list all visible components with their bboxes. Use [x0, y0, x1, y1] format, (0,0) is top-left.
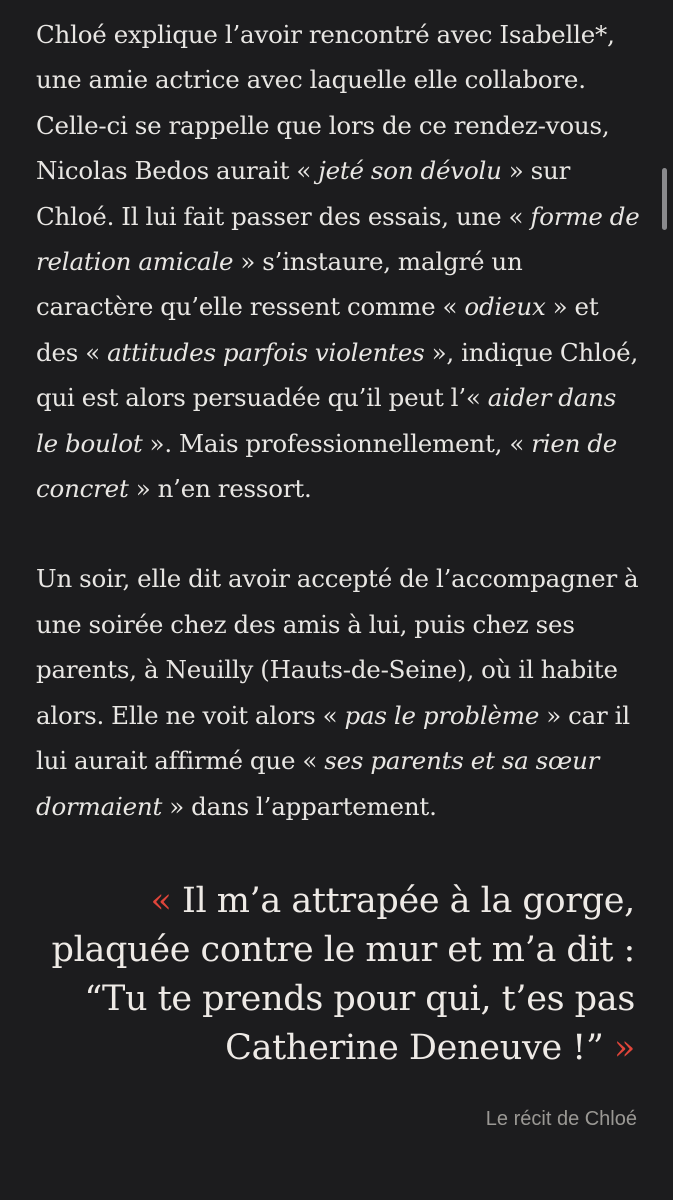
- quote-open-mark: «: [150, 880, 172, 921]
- emphasis-text: forme de relation amicale: [36, 201, 640, 277]
- body-text: » s’instaure, malgré un caractère qu’elle ressent comme «: [36, 247, 523, 322]
- body-text: Chloé explique l’avoir rencontré avec Isabelle*, une amie actrice avec laquelle elle collabore. Celle-ci se rappelle que lors de ce rendez-vous, Nicolas Bedos aurait «: [36, 20, 615, 186]
- scrollbar-thumb[interactable]: [662, 168, 667, 230]
- body-text: » dans l’appartement.: [162, 791, 437, 821]
- emphasis-text: jeté son dévolu: [318, 156, 502, 186]
- article-body: [36, 12, 641, 1131]
- emphasis-text: pas le problème: [344, 700, 540, 730]
- article-paragraph-1: [36, 12, 641, 511]
- quote-text: Il m’a attrapée à la gorge, plaquée contre le mur et m’a dit : “Tu te prends pour qui, t’es pas Catherine Deneuve !”: [51, 880, 635, 1068]
- emphasis-text: odieux: [464, 292, 546, 322]
- quote-close-mark: »: [613, 1027, 635, 1068]
- body-text: », indique Chloé, qui est alors persuadée qu’il peut l’«: [36, 337, 639, 413]
- emphasis-text: ses parents et sa sœur dormaient: [36, 746, 600, 821]
- pull-quote: [36, 877, 641, 1073]
- emphasis-text: rien de concret: [36, 428, 618, 504]
- emphasis-text: attitudes parfois violentes: [107, 337, 425, 367]
- body-text: » sur Chloé. Il lui fait passer des essais, une «: [36, 156, 571, 231]
- body-text: » car il lui aurait affirmé que «: [36, 700, 630, 776]
- emphasis-text: aider dans le boulot: [36, 383, 617, 458]
- body-text: ». Mais professionnellement, «: [142, 428, 532, 458]
- body-text: » et des «: [36, 292, 599, 367]
- article-paragraph-2: [36, 556, 641, 828]
- body-text: » n’en ressort.: [128, 474, 312, 504]
- quote-credit: Le récit de Chloé: [485, 1107, 637, 1130]
- body-text: Un soir, elle dit avoir accepté de l’accompagner à une soirée chez des amis à lui, puis chez ses parents, à Neuilly (Hauts-de-Seine), où il habite alors. Elle ne voit alors «: [36, 564, 639, 730]
